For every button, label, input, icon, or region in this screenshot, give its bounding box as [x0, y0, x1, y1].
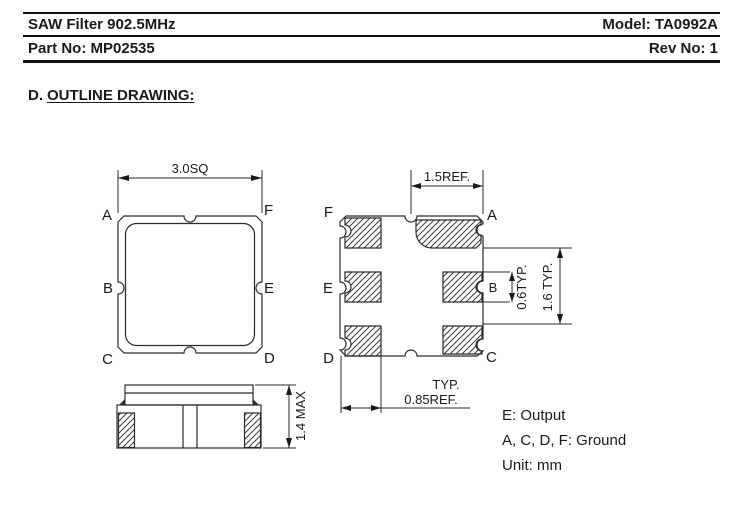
dim-arrow: [371, 405, 381, 411]
dim-arrow: [341, 405, 351, 411]
side-view-dim-label: 1.4 MAX: [293, 391, 308, 441]
castellation-lines: [183, 405, 197, 448]
pin-label: C: [486, 349, 497, 366]
note-ground: A, C, D, F: Ground: [502, 432, 627, 449]
dim-arrow: [411, 183, 421, 189]
pin-label: D: [323, 350, 334, 367]
pad-a: [416, 220, 481, 248]
pin-label: F: [323, 204, 333, 221]
doc-part-no: Part No: MP02535: [28, 40, 155, 57]
bottom-view-dim-label: 1.6 TYP.: [540, 262, 555, 312]
bottom-view-dim-label: 0.6TYP.: [514, 264, 529, 310]
pin-label: A: [101, 207, 112, 224]
lid-foot: [119, 399, 125, 405]
side-pad-left: [119, 413, 135, 448]
note-output: E: Output: [502, 407, 566, 424]
dim-arrow: [286, 385, 292, 395]
section-prefix: D.: [28, 87, 43, 104]
pin-label: B: [102, 280, 113, 297]
pin-label: D: [264, 350, 275, 367]
bottom-view-dim-label: 0.85REF.: [404, 392, 458, 407]
package-outline-outer: [118, 216, 262, 353]
dim-arrow: [557, 248, 563, 258]
side-view: [117, 385, 296, 448]
note-unit: Unit: mm: [502, 457, 562, 474]
dim-arrow: [473, 183, 483, 189]
pad-e: [345, 272, 381, 302]
side-pad-right: [245, 413, 261, 448]
lid-foot: [253, 399, 259, 405]
section-heading: OUTLINE DRAWING:: [47, 87, 195, 104]
doc-model: Model: TA0992A: [602, 16, 718, 33]
doc-title: SAW Filter 902.5MHz: [28, 16, 176, 33]
pin-label: E: [264, 280, 275, 297]
pin-label: F: [264, 202, 274, 219]
lid: [125, 385, 253, 405]
pin-label: E: [322, 280, 333, 297]
top-view-extension-lines: [118, 170, 262, 213]
base-body: [117, 405, 261, 448]
bottom-view-dim-label: TYP.: [432, 377, 460, 392]
pad-c: [443, 326, 482, 354]
pad-f: [345, 218, 381, 248]
dim-ext-lines-bottom: [341, 356, 381, 413]
pin-label: B: [488, 280, 498, 295]
dim-arrow: [251, 175, 262, 181]
pin-label: A: [487, 207, 498, 224]
dim-arrow: [286, 438, 292, 448]
doc-rev-no: Rev No: 1: [648, 40, 718, 57]
bottom-view-dim-label: 1.5REF.: [423, 169, 471, 184]
pad-b: [443, 272, 482, 302]
package-outline-inner: [126, 224, 255, 346]
top-view-dim-label: 3.0SQ: [171, 161, 209, 176]
pad-d: [345, 326, 381, 356]
top-view: [118, 170, 262, 353]
pin-label: C: [102, 351, 113, 368]
dim-arrow: [557, 314, 563, 324]
drawing-notes: [502, 403, 626, 478]
dim-arrow: [118, 175, 129, 181]
